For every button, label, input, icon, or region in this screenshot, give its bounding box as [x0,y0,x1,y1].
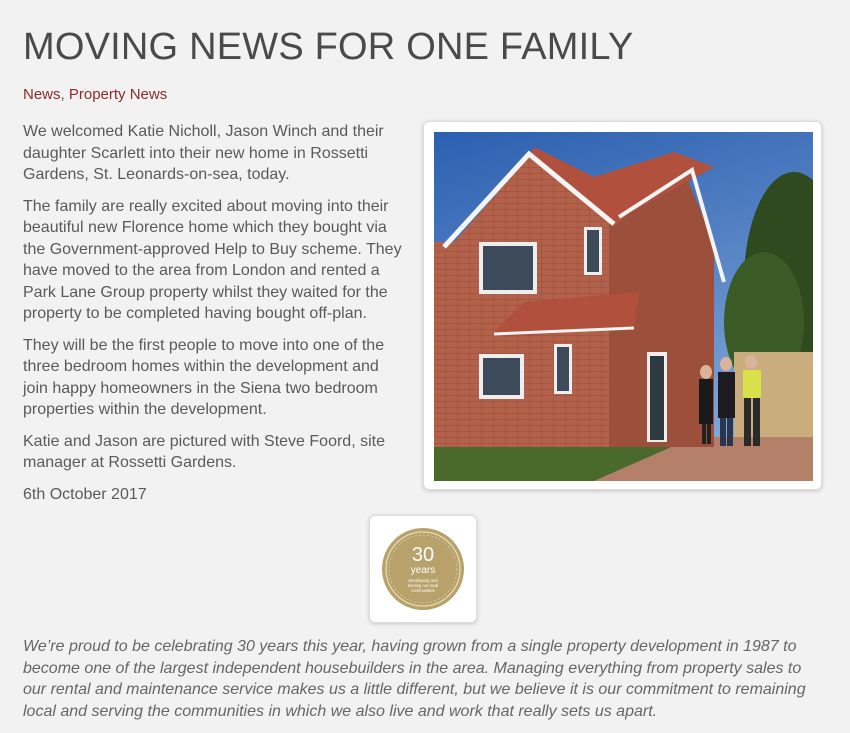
anniversary-seal-icon [370,516,476,622]
article-paragraph: The family are really excited about moving into their beautiful new Florence home which they bought via the Government-approved Help to Buy scheme. They have moved to the area from London and rented a Park Lane Group property whilst they waited for the property to be completed having bought off-plan. [23,197,402,322]
badge-line-3: communities [411,588,435,593]
badge-word: years [410,565,436,576]
page-title: MOVING NEWS FOR ONE FAMILY [23,26,634,68]
badge-number: 30 [411,544,435,566]
article-body [23,121,408,515]
category-separator: , [60,86,69,103]
article-paragraph: We welcomed Katie Nicholl, Jason Winch and their daughter Scarlett into their new home in Rossetti Gardens, St. Leonards-on-sea, today. [23,123,384,183]
house-photo [434,132,813,481]
thirty-years-badge [369,515,477,623]
article-date: 6th October 2017 [23,485,147,503]
company-statement: We’re proud to be celebrating 30 years this year, having grown from a single property development in 1987 to become one of the largest independent housebuilders in the area. Managing everything from property sales to our rental and maintenance service makes us a little different, but we believe it is our commitment to remaining local and serving the communities in which we also live and work that really sets us apart. [23,638,806,720]
category-link-property-news[interactable]: Property News [68,86,168,103]
article-paragraph: Katie and Jason are pictured with Steve Foord, site manager at Rossetti Gardens. [23,432,385,471]
category-links [23,86,167,103]
category-link-news[interactable]: News [23,86,61,103]
article-paragraph: They will be the first people to move into one of the three bedroom homes within the development and join happy homeowners in the Siena two bedroom properties within the development. [23,336,385,418]
badge-line-2: serving our local [407,583,439,588]
article-photo [423,121,822,490]
badge-line-1: Developing and [408,578,438,583]
